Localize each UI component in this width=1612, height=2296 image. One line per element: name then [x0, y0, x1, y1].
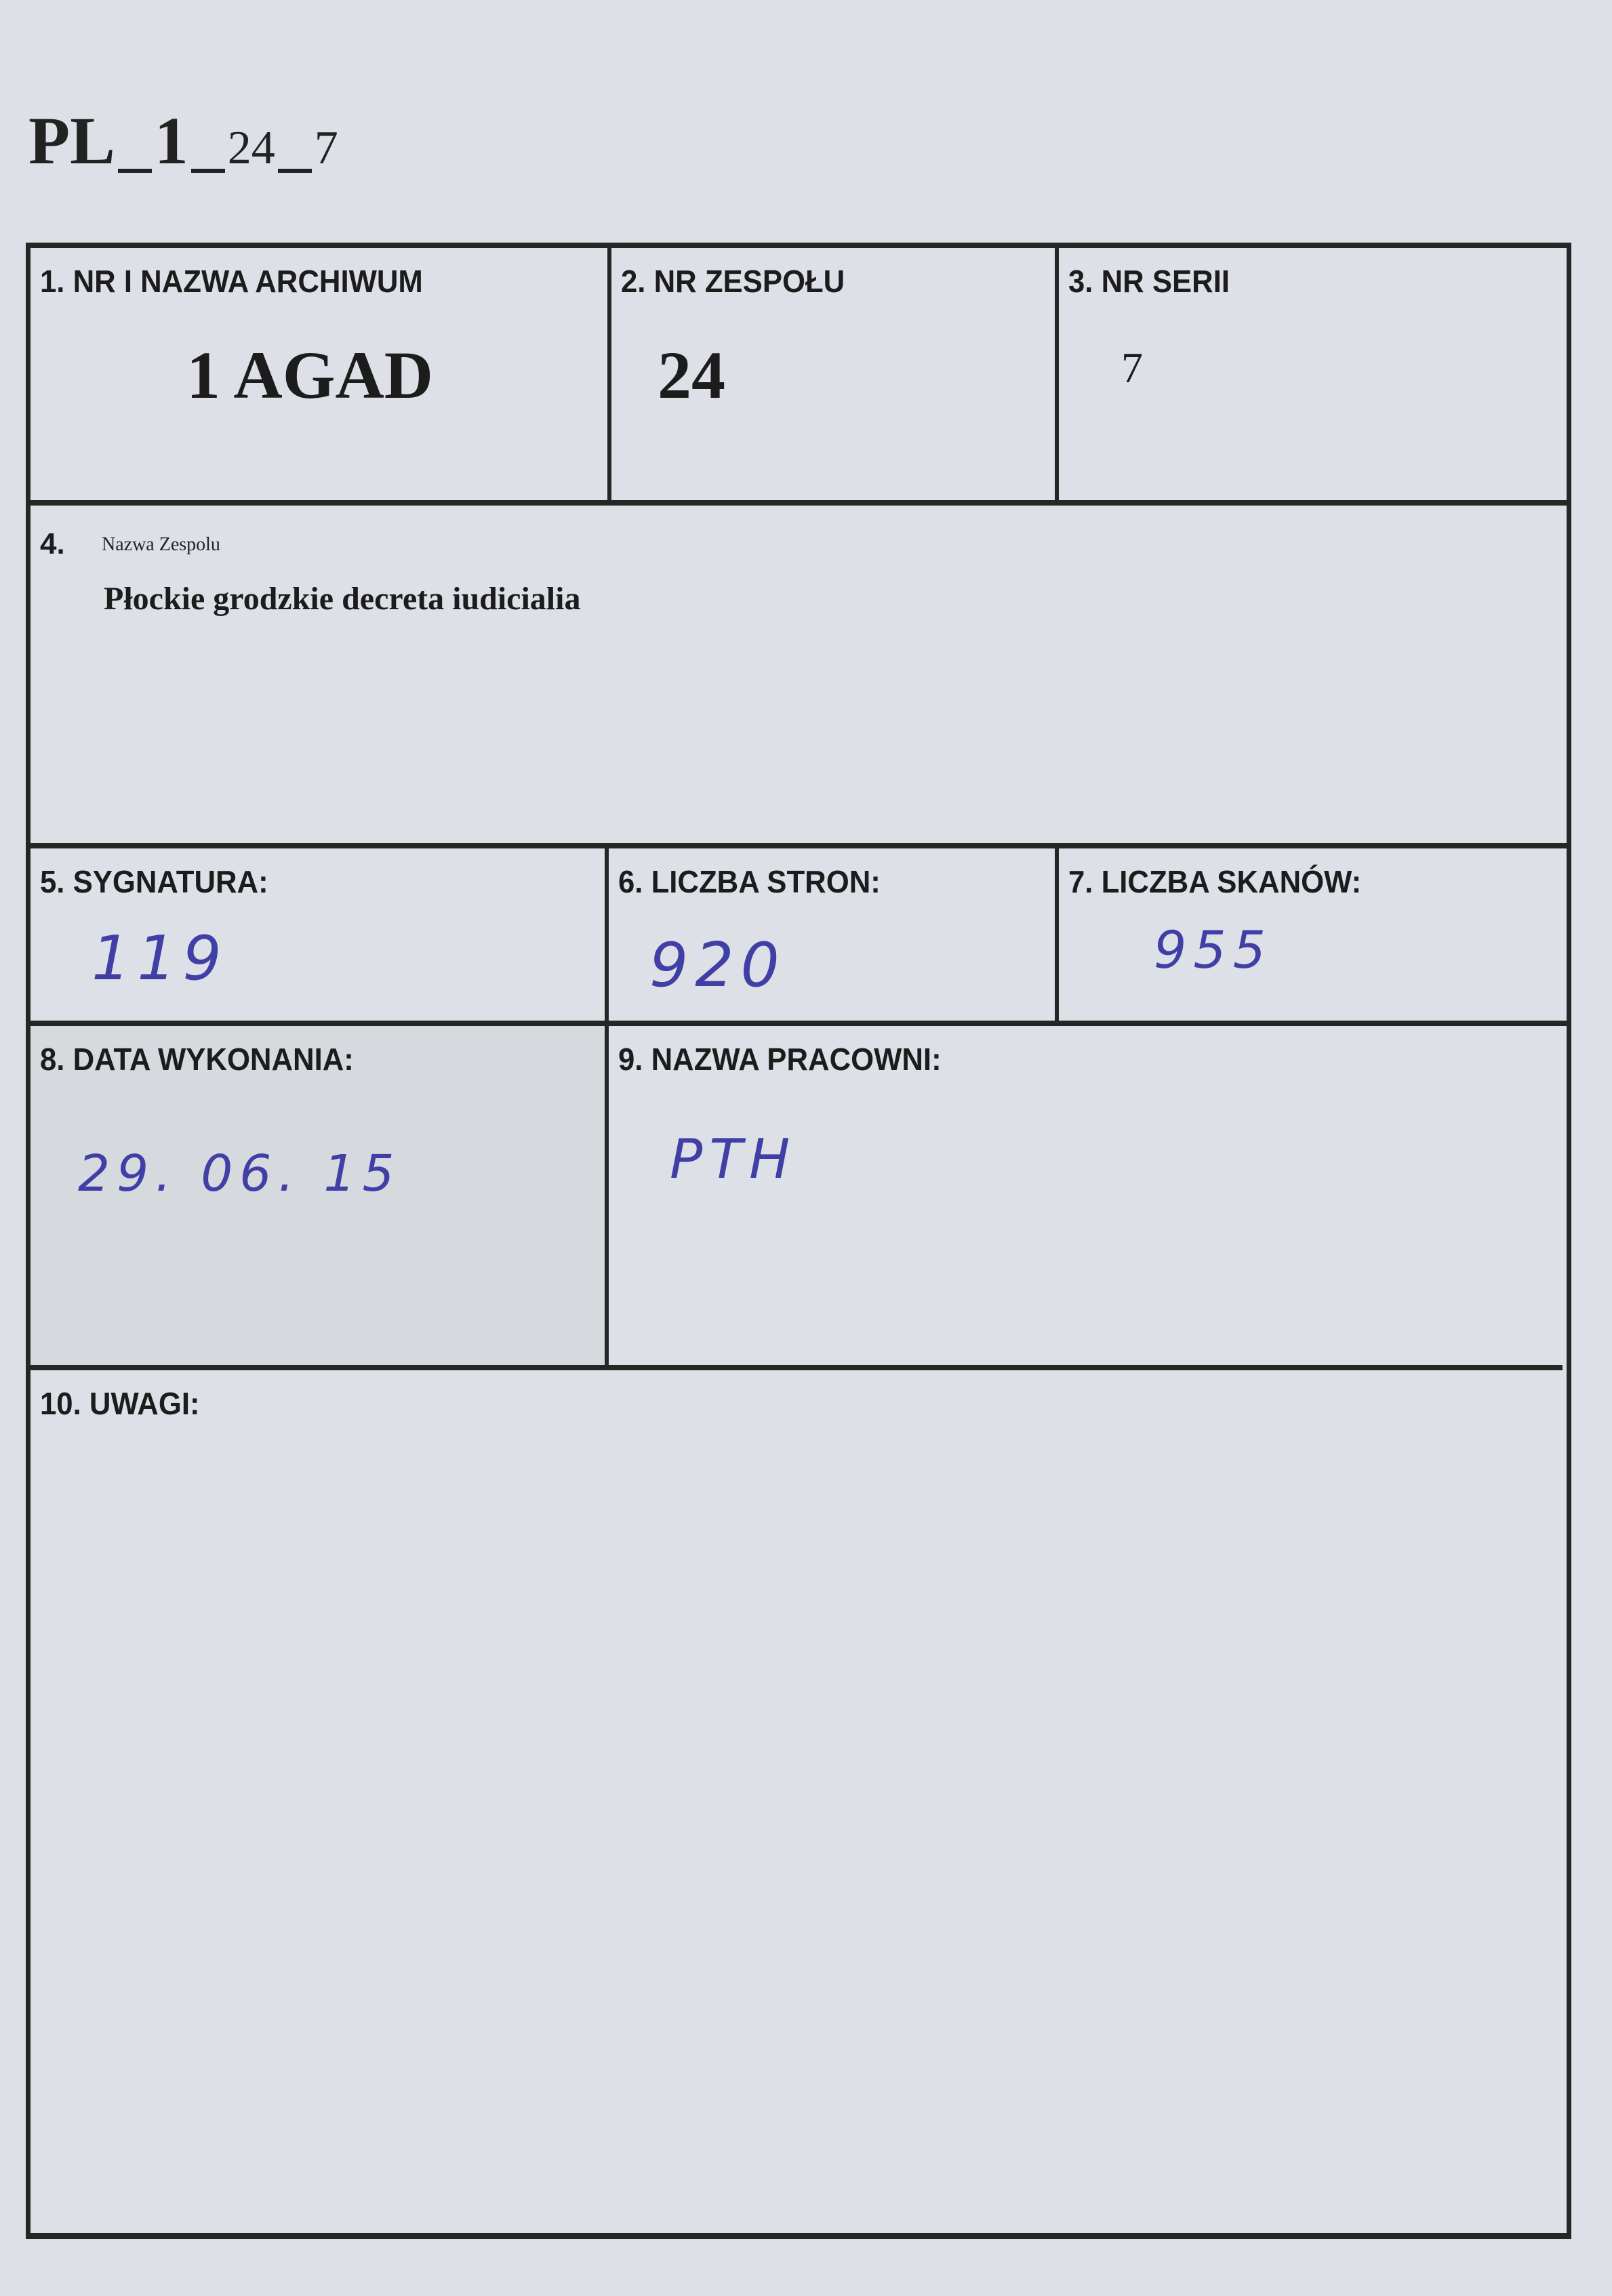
id-archive-no: 1: [154, 103, 188, 178]
field-scan-count-label: 7. LICZBA SKANÓW:: [1068, 864, 1362, 899]
field-archive-label: 1. NR I NAZWA ARCHIWUM: [40, 264, 423, 299]
field-series-no: [1059, 248, 1571, 503]
field-archive: [31, 248, 612, 503]
field-zespol-name-number: 4.: [40, 527, 65, 560]
field-remarks[interactable]: [31, 1370, 1567, 2234]
divider: [31, 1021, 1567, 1026]
field-zespol-name-value: Płockie grodzkie decreta iudicialia: [104, 581, 581, 617]
field-sygnatura: [31, 848, 607, 1022]
field-series-no-value: 7: [1121, 344, 1143, 392]
divider: [31, 1365, 1563, 1370]
field-zespol-name-label: Nazwa Zespolu: [102, 534, 220, 555]
field-zespol-name: [31, 506, 1567, 844]
archive-metadata-form: [26, 243, 1571, 2239]
field-workshop-label: 9. NAZWA PRACOWNI:: [618, 1042, 942, 1077]
field-page-count-value[interactable]: 920: [649, 930, 786, 1001]
id-zespol-no: 24: [227, 122, 275, 174]
field-zespol-no: [611, 248, 1059, 503]
field-zespol-no-value: 24: [658, 337, 725, 413]
field-sygnatura-label: 5. SYGNATURA:: [40, 864, 268, 899]
underscore-separator: [191, 169, 225, 173]
field-workshop: [609, 1026, 1567, 1366]
field-page-count: [609, 848, 1056, 1022]
field-scan-count-value[interactable]: 955: [1154, 920, 1273, 980]
field-date-value[interactable]: 29. 06. 15: [78, 1145, 401, 1203]
field-archive-value: 1 AGAD: [186, 337, 433, 413]
field-date: [31, 1026, 607, 1366]
field-series-no-label: 3. NR SERII: [1068, 264, 1230, 299]
divider: [31, 843, 1567, 848]
field-zespol-no-label: 2. NR ZESPOŁU: [621, 264, 845, 299]
field-page-count-label: 6. LICZBA STRON:: [618, 864, 881, 899]
field-remarks-label: 10. UWAGI:: [40, 1386, 200, 1421]
field-date-label: 8. DATA WYKONANIA:: [40, 1042, 354, 1077]
id-prefix: PL: [28, 103, 115, 178]
id-series-no: 7: [314, 122, 338, 174]
field-workshop-value[interactable]: PTH: [670, 1128, 797, 1191]
underscore-separator: [278, 169, 312, 173]
field-sygnatura-value[interactable]: 119: [92, 923, 228, 994]
document-identifier: [28, 102, 338, 180]
divider: [31, 500, 1567, 506]
underscore-separator: [118, 169, 152, 173]
field-scan-count: [1059, 848, 1571, 1022]
